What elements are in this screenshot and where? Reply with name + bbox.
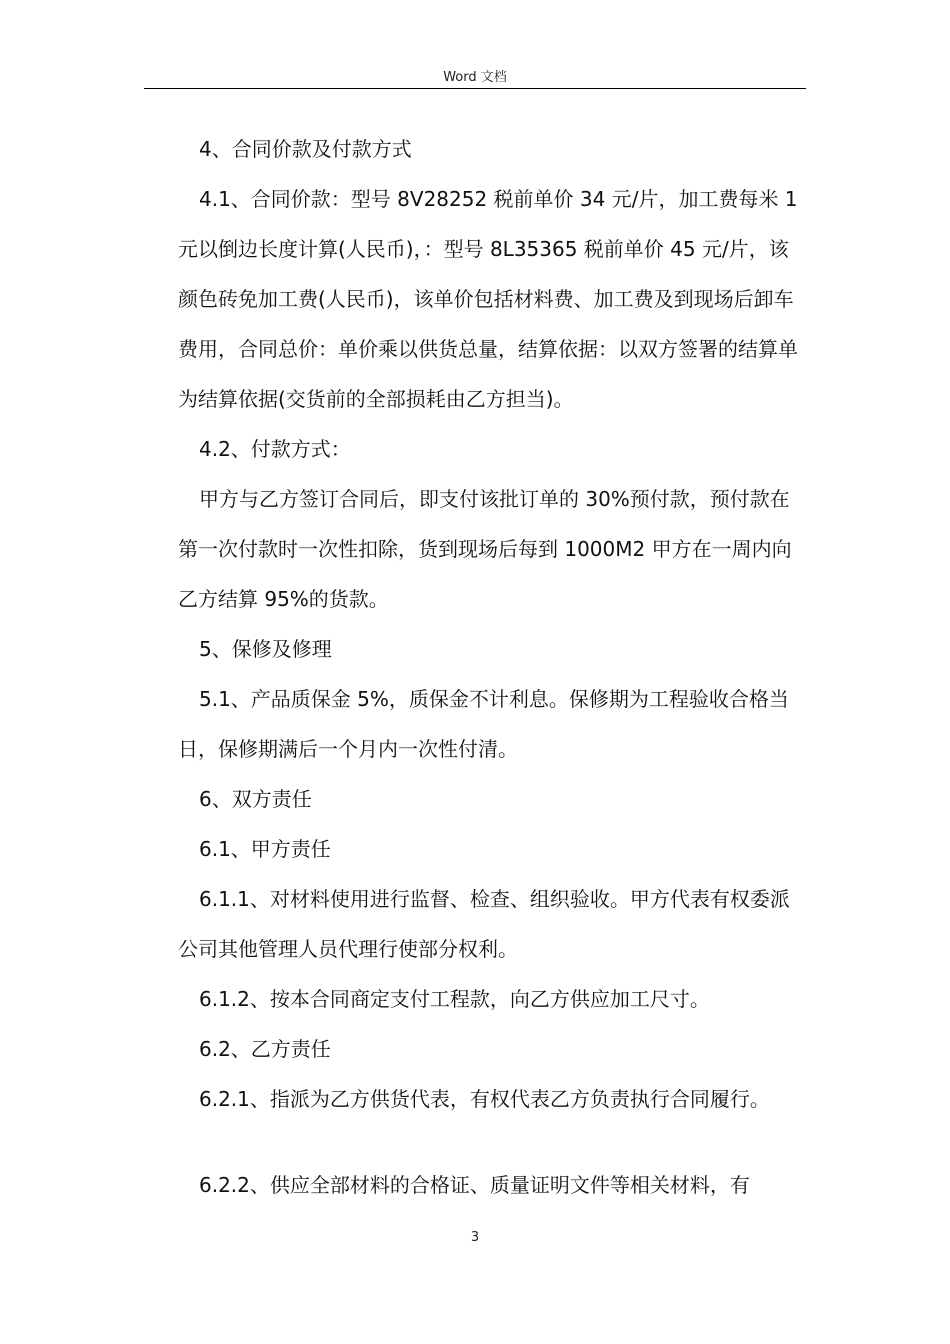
page-header-title: Word 文档 — [443, 70, 507, 85]
clause-4-2-heading: 4.2、付款方式： — [199, 437, 351, 461]
clause-6-1-2: 6.1.2、按本合同商定支付工程款，向乙方供应加工尺寸。 — [199, 987, 710, 1011]
section-4-heading: 4、合同价款及付款方式 — [199, 137, 412, 161]
section-5-heading: 5、保修及修理 — [199, 637, 332, 661]
clause-6-2-1: 6.2.1、指派为乙方供货代表，有权代表乙方负责执行合同履行。 — [199, 1087, 770, 1111]
clause-6-1-heading: 6.1、甲方责任 — [199, 837, 331, 861]
clause-6-1-1: 6.1.1、对材料使用进行监督、检查、组织验收。甲方代表有权委派公司其他管理人员代理行使部分权利。 — [178, 887, 790, 961]
clause-5-1-warranty: 5.1、产品质保金 5%，质保金不计利息。保修期为工程验收合格当日，保修期满后一个月内一次性付清。 — [178, 687, 789, 761]
document-body — [178, 124, 808, 1210]
page-number: 3 — [470, 1230, 480, 1245]
clause-4-1-contract-price: 4.1、合同价款：型号 8V28252 税前单价 34 元/片，加工费每米 1 元以倒边长度计算(人民币)，：型号 8L35365 税前单价 45 元/片，该颜色砖免加工费(人民币)，该单价包括材料费、加工费及到现场后卸车费用，合同总价：单价乘以供货总量，结算依据：以双方签署的结算单为结算依据(交货前的全部损耗由乙方担当)。 — [178, 187, 798, 411]
section-6-heading: 6、双方责任 — [199, 787, 312, 811]
clause-6-2-heading: 6.2、乙方责任 — [199, 1037, 331, 1061]
header-divider — [144, 88, 806, 89]
clause-6-2-2: 6.2.2、供应全部材料的合格证、质量证明文件等相关材料，有 — [199, 1173, 750, 1197]
paragraph-spacer — [178, 1124, 808, 1160]
payment-terms-paragraph: 甲方与乙方签订合同后，即支付该批订单的 30%预付款，预付款在第一次付款时一次性扣除，货到现场后每到 1000M2 甲方在一周内向乙方结算 95%的货款。 — [178, 487, 792, 611]
